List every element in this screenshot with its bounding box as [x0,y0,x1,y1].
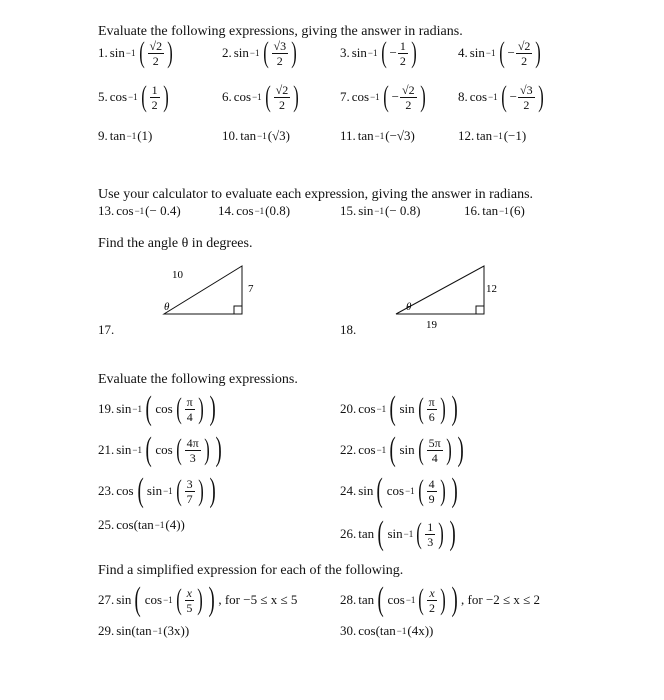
problem-21-outer-close-paren: ) [215,431,222,468]
triangle-18-right-angle [476,306,484,314]
problem-20-inner-close-paren: ) [439,392,446,425]
problem-9-number: 9. [98,128,108,143]
problem-12 [458,128,526,144]
problem-7-number: 7. [340,89,350,104]
problem-19 [98,392,218,426]
problem-16-inverse-exponent: −1 [499,206,509,216]
problem-2-numerator: √3 [273,38,287,53]
problem-6-denominator: 2 [278,97,285,112]
problem-24-fraction [427,478,437,505]
section1-heading: Evaluate the following expressions, giving the answer in radians. [98,24,463,39]
problem-27-inner-open-paren: ( [175,583,182,616]
problem-11-argument: (−√3) [385,128,415,143]
problem-25 [98,517,185,533]
problem-27-inner-close-paren: ) [197,583,203,616]
triangle-17-hyp-label: 10 [172,269,183,281]
problem-1-close-paren: ) [167,36,173,69]
problem-5-number: 5. [98,89,108,104]
problem-4-inverse-exponent: −1 [485,48,496,58]
problem-23-inner-function: sin [146,483,163,498]
problem-10-number: 10. [222,128,239,143]
problem-26-inner-open-paren: ( [416,517,422,550]
problem-30-function: cos(tan [358,623,396,638]
problem-3-denominator: 2 [399,53,406,68]
problem-4 [458,38,543,68]
problem-22-numerator: 5π [428,435,441,450]
problem-26-outer-function: tan [358,526,375,541]
problem-6-open-paren: ( [264,80,271,113]
problem-1-denominator: 2 [152,53,159,68]
problem-25-argument: (4)) [165,517,185,532]
problem-20-outer-function: cos [358,401,376,416]
problem-27-denominator: 5 [186,600,193,615]
problem-8-numerator: √3 [520,82,533,97]
problem-27-number: 27. [98,592,115,607]
problem-1-number: 1. [98,45,108,60]
problem-29-argument: (3x)) [163,623,190,638]
problem-29-function: sin(tan [116,623,152,638]
problem-19-outer-open-paren: ( [145,390,152,427]
problem-7-open-paren: ( [382,80,389,113]
problem-12-function: tan [476,128,493,143]
problem-28-denominator: 2 [429,600,436,615]
problem-23-outer-function: cos [116,483,134,498]
problem-25-inverse-exponent: −1 [154,520,165,530]
problem-23-outer-close-paren: ) [209,472,216,509]
problem-21-number: 21. [98,442,115,457]
problem-10-argument: (√3) [267,128,291,143]
problem-13-argument: (− 0.4) [145,203,181,218]
triangle-17-angle-label: θ [164,301,170,313]
problem-24-inner-inverse-exponent: −1 [405,486,415,496]
problem-3-open-paren: ( [380,36,387,69]
problem-28-inner-open-paren: ( [418,583,425,616]
problem-7-inverse-exponent: −1 [370,92,380,102]
problem-3-sign: − [389,45,397,60]
problem-2 [222,38,299,68]
problem-5-numerator: 1 [151,82,158,97]
triangle-17-figure [150,262,260,322]
problem-8-close-paren: ) [537,80,544,113]
problem-10-inverse-exponent: −1 [257,131,267,141]
problem-27-inner-inverse-exponent: −1 [163,595,173,605]
problem-24-outer-close-paren: ) [451,472,458,509]
problem-23-inner-close-paren: ) [197,474,204,507]
problem-3-numerator: 1 [399,38,406,53]
problem-27-outer-function: sin [116,592,132,607]
problem-22-denominator: 4 [431,450,438,465]
problem-24-outer-function: sin [358,483,374,498]
problem-30-argument: (4x)) [407,623,434,638]
problem-2-close-paren: ) [291,36,297,69]
problem-8-open-paren: ( [500,80,507,113]
problem-12-number: 12. [458,128,475,143]
problem-28-inner-close-paren: ) [439,583,446,616]
problem-28-numerator: x [429,585,435,600]
problem-23-number: 23. [98,483,115,498]
problem-24-numerator: 4 [428,476,435,491]
problem-13-inverse-exponent: −1 [134,206,145,216]
problem-7 [340,82,428,112]
problem-14-inverse-exponent: −1 [254,206,265,216]
problem-20-numerator: π [428,394,435,409]
problem-20-inner-open-paren: ( [417,392,424,425]
problem-26-outer-open-paren: ( [377,515,384,552]
problem-30-number: 30. [340,623,357,638]
problem-19-number: 19. [98,401,115,416]
problem-23-outer-open-paren: ( [137,472,144,509]
problem-15-function: sin [358,203,374,218]
problem-23-denominator: 7 [186,491,193,506]
problem-7-numerator: √2 [402,82,415,97]
problem-1-fraction [148,40,165,67]
problem-24-outer-open-paren: ( [376,472,384,509]
problem-13-function: cos [116,203,134,218]
problem-2-inverse-exponent: −1 [249,48,260,58]
problem-3-function: sin [351,45,367,60]
problem-23 [98,474,218,508]
problem-5-close-paren: ) [162,80,169,113]
problem-22-outer-open-paren: ( [389,431,396,468]
problem-22-fraction [427,437,443,464]
problem-19-denominator: 4 [186,409,193,424]
problem-19-inner-close-paren: ) [197,392,204,425]
problem-28-outer-open-paren: ( [377,581,384,618]
problem-22-outer-inverse-exponent: −1 [376,445,387,455]
problem-20-fraction [427,396,437,423]
problem-5-denominator: 2 [151,97,158,112]
problem-6-numerator: √2 [275,82,289,97]
triangle-17-side-label: 7 [248,283,254,295]
problem-1-function: sin [109,45,125,60]
problem-19-fraction [185,396,195,423]
problem-27-fraction [185,587,194,614]
problem-29-number: 29. [98,623,115,638]
triangle-18-base-label: 19 [426,319,437,331]
problem-22-inner-function: sin [399,442,415,457]
problem-21-numerator: 4π [186,435,199,450]
problem-16 [464,203,525,219]
problem-21-inner-close-paren: ) [203,433,210,466]
problem-19-inner-function: cos [155,401,173,416]
problem-26-number: 26. [340,526,357,541]
section3-heading: Find the angle θ in degrees. [98,236,253,251]
problem-21-outer-open-paren: ( [145,431,152,468]
problem-24-inner-close-paren: ) [439,474,446,507]
problem-14-function: cos [236,203,254,218]
triangle-17-right-angle [234,306,242,314]
problem-4-numerator: √2 [517,38,531,53]
problem-21-outer-inverse-exponent: −1 [132,445,142,455]
problem-28 [340,583,540,617]
section5-heading: Find a simplified expression for each of the following. [98,563,404,578]
problem-15 [340,203,421,219]
problem-26-outer-close-paren: ) [449,515,456,552]
problem-22-inner-open-paren: ( [417,433,424,466]
problem-28-outer-close-paren: ) [451,581,458,618]
problem-8-number: 8. [458,89,468,104]
problem-29-inverse-exponent: −1 [152,626,163,636]
problem-26-inner-function: sin [387,526,403,541]
problem-14 [218,203,290,219]
problem-19-outer-function: sin [116,401,132,416]
problem-8-inverse-exponent: −1 [488,92,498,102]
problem-27-condition: , for −5 ≤ x ≤ 5 [218,592,298,607]
problem-9-argument: (1) [137,128,153,143]
problem-11 [340,128,415,144]
problem-12-argument: (−1) [503,128,527,143]
problem-6-inverse-exponent: −1 [252,92,262,102]
problem-5 [98,82,171,112]
section2-heading: Use your calculator to evaluate each expression, giving the answer in radians. [98,187,534,202]
problem-20 [340,392,460,426]
problem-4-open-paren: ( [498,36,505,69]
problem-28-fraction [427,587,436,614]
problem-7-function: cos [351,89,370,104]
problem-26-numerator: 1 [427,519,434,534]
triangle-18-angle-label: θ [406,301,412,313]
problem-9 [98,128,152,144]
problem-22-outer-function: cos [358,442,376,457]
problem-23-numerator: 3 [186,476,193,491]
problem-22 [340,433,466,467]
problem-2-fraction [272,40,289,67]
problem-16-number: 16. [464,203,481,218]
problem-26-fraction [425,521,435,548]
problem-13 [98,203,181,219]
problem-5-open-paren: ( [140,80,147,113]
problem-12-inverse-exponent: −1 [493,131,503,141]
problem-19-numerator: π [186,394,193,409]
problem-24-inner-function: cos [386,483,405,498]
problem-28-condition: , for −2 ≤ x ≤ 2 [461,592,541,607]
problem-10 [222,128,290,144]
problem-25-number: 25. [98,517,115,532]
problem-2-open-paren: ( [262,36,269,69]
problem-16-argument: (6) [509,203,525,218]
problem-2-number: 2. [222,45,232,60]
problem-10-function: tan [240,128,257,143]
problem-11-function: tan [357,128,374,143]
problem-27-outer-open-paren: ( [134,581,142,618]
problem-28-inner-inverse-exponent: −1 [405,595,416,605]
problem-20-number: 20. [340,401,357,416]
problem-2-denominator: 2 [276,53,283,68]
problem-5-inverse-exponent: −1 [128,92,138,102]
problem-4-sign: − [507,45,515,60]
problem-15-argument: (− 0.8) [385,203,421,218]
problem-3-inverse-exponent: −1 [367,48,378,58]
problem-24-inner-open-paren: ( [417,474,424,507]
problem-8 [458,82,546,112]
problem-1-numerator: √2 [149,38,163,53]
problem-4-number: 4. [458,45,468,60]
problem-17-number: 17. [98,322,115,337]
problem-6-close-paren: ) [293,80,300,113]
problem-24 [340,474,460,508]
problem-5-fraction [150,84,160,111]
problem-26 [340,517,459,551]
problem-23-inner-inverse-exponent: −1 [163,486,173,496]
problem-27-inner-function: cos [144,592,163,607]
problem-30 [340,623,433,639]
problem-6 [222,82,301,112]
problem-5-function: cos [109,89,128,104]
problem-23-fraction [185,478,195,505]
problem-8-sign: − [509,89,518,104]
problem-26-inner-close-paren: ) [438,517,444,550]
problem-28-inner-function: cos [387,592,405,607]
problem-14-number: 14. [218,203,235,218]
problem-4-close-paren: ) [535,36,542,69]
problem-20-outer-close-paren: ) [451,390,458,427]
problem-20-outer-open-paren: ( [389,390,396,427]
problem-29 [98,623,189,639]
problem-21-fraction [185,437,201,464]
problem-27-outer-close-paren: ) [208,581,215,618]
triangle-18-figure [380,262,510,334]
problem-19-outer-close-paren: ) [209,390,216,427]
problem-21-denominator: 3 [189,450,196,465]
problem-3 [340,38,419,68]
problem-21-outer-function: sin [116,442,132,457]
problem-8-fraction [518,84,535,111]
problem-6-function: cos [233,89,252,104]
problem-7-close-paren: ) [419,80,426,113]
problem-7-sign: − [391,89,400,104]
problem-4-function: sin [469,45,485,60]
problem-19-inner-open-paren: ( [175,392,182,425]
problem-26-inner-inverse-exponent: −1 [403,529,414,539]
problem-28-outer-function: tan [358,592,375,607]
problem-4-fraction [516,40,533,67]
problem-22-number: 22. [340,442,357,457]
problem-21-inner-open-paren: ( [175,433,182,466]
problem-21-inner-function: cos [155,442,173,457]
problem-7-denominator: 2 [405,97,412,112]
problem-6-number: 6. [222,89,232,104]
problem-3-number: 3. [340,45,350,60]
problem-14-argument: (0.8) [265,203,291,218]
problem-2-function: sin [233,45,249,60]
problem-9-inverse-exponent: −1 [126,131,137,141]
problem-30-inverse-exponent: −1 [396,626,407,636]
section4-heading: Evaluate the following expressions. [98,372,298,387]
problem-6-fraction [274,84,291,111]
problem-23-inner-open-paren: ( [175,474,182,507]
problem-3-fraction [398,40,408,67]
problem-7-fraction [400,84,417,111]
problem-20-inner-function: sin [399,401,415,416]
problem-4-denominator: 2 [521,53,528,68]
problem-18-number: 18. [340,322,357,337]
problem-26-denominator: 3 [427,534,434,549]
triangle-18-side-label: 12 [486,283,497,295]
problem-24-denominator: 9 [428,491,435,506]
problem-8-denominator: 2 [523,97,530,112]
problem-25-function: cos(tan [116,517,154,532]
problem-9-function: tan [109,128,126,143]
problem-24-number: 24. [340,483,357,498]
problem-13-number: 13. [98,203,115,218]
problem-21 [98,433,224,467]
problem-15-number: 15. [340,203,357,218]
problem-27 [98,583,297,617]
problem-3-close-paren: ) [411,36,417,69]
problem-28-number: 28. [340,592,357,607]
problem-19-outer-inverse-exponent: −1 [132,404,142,414]
problem-8-function: cos [469,89,488,104]
problem-1-open-paren: ( [138,36,145,69]
problem-11-inverse-exponent: −1 [374,131,385,141]
problem-22-outer-close-paren: ) [457,431,464,468]
problem-20-outer-inverse-exponent: −1 [376,404,387,414]
problem-22-inner-close-paren: ) [445,433,452,466]
problem-20-denominator: 6 [428,409,435,424]
problem-27-numerator: x [186,585,192,600]
problem-15-inverse-exponent: −1 [374,206,384,216]
problem-1-inverse-exponent: −1 [125,48,136,58]
problem-1 [98,38,175,68]
problem-11-number: 11. [340,128,356,143]
problem-16-function: tan [482,203,499,218]
